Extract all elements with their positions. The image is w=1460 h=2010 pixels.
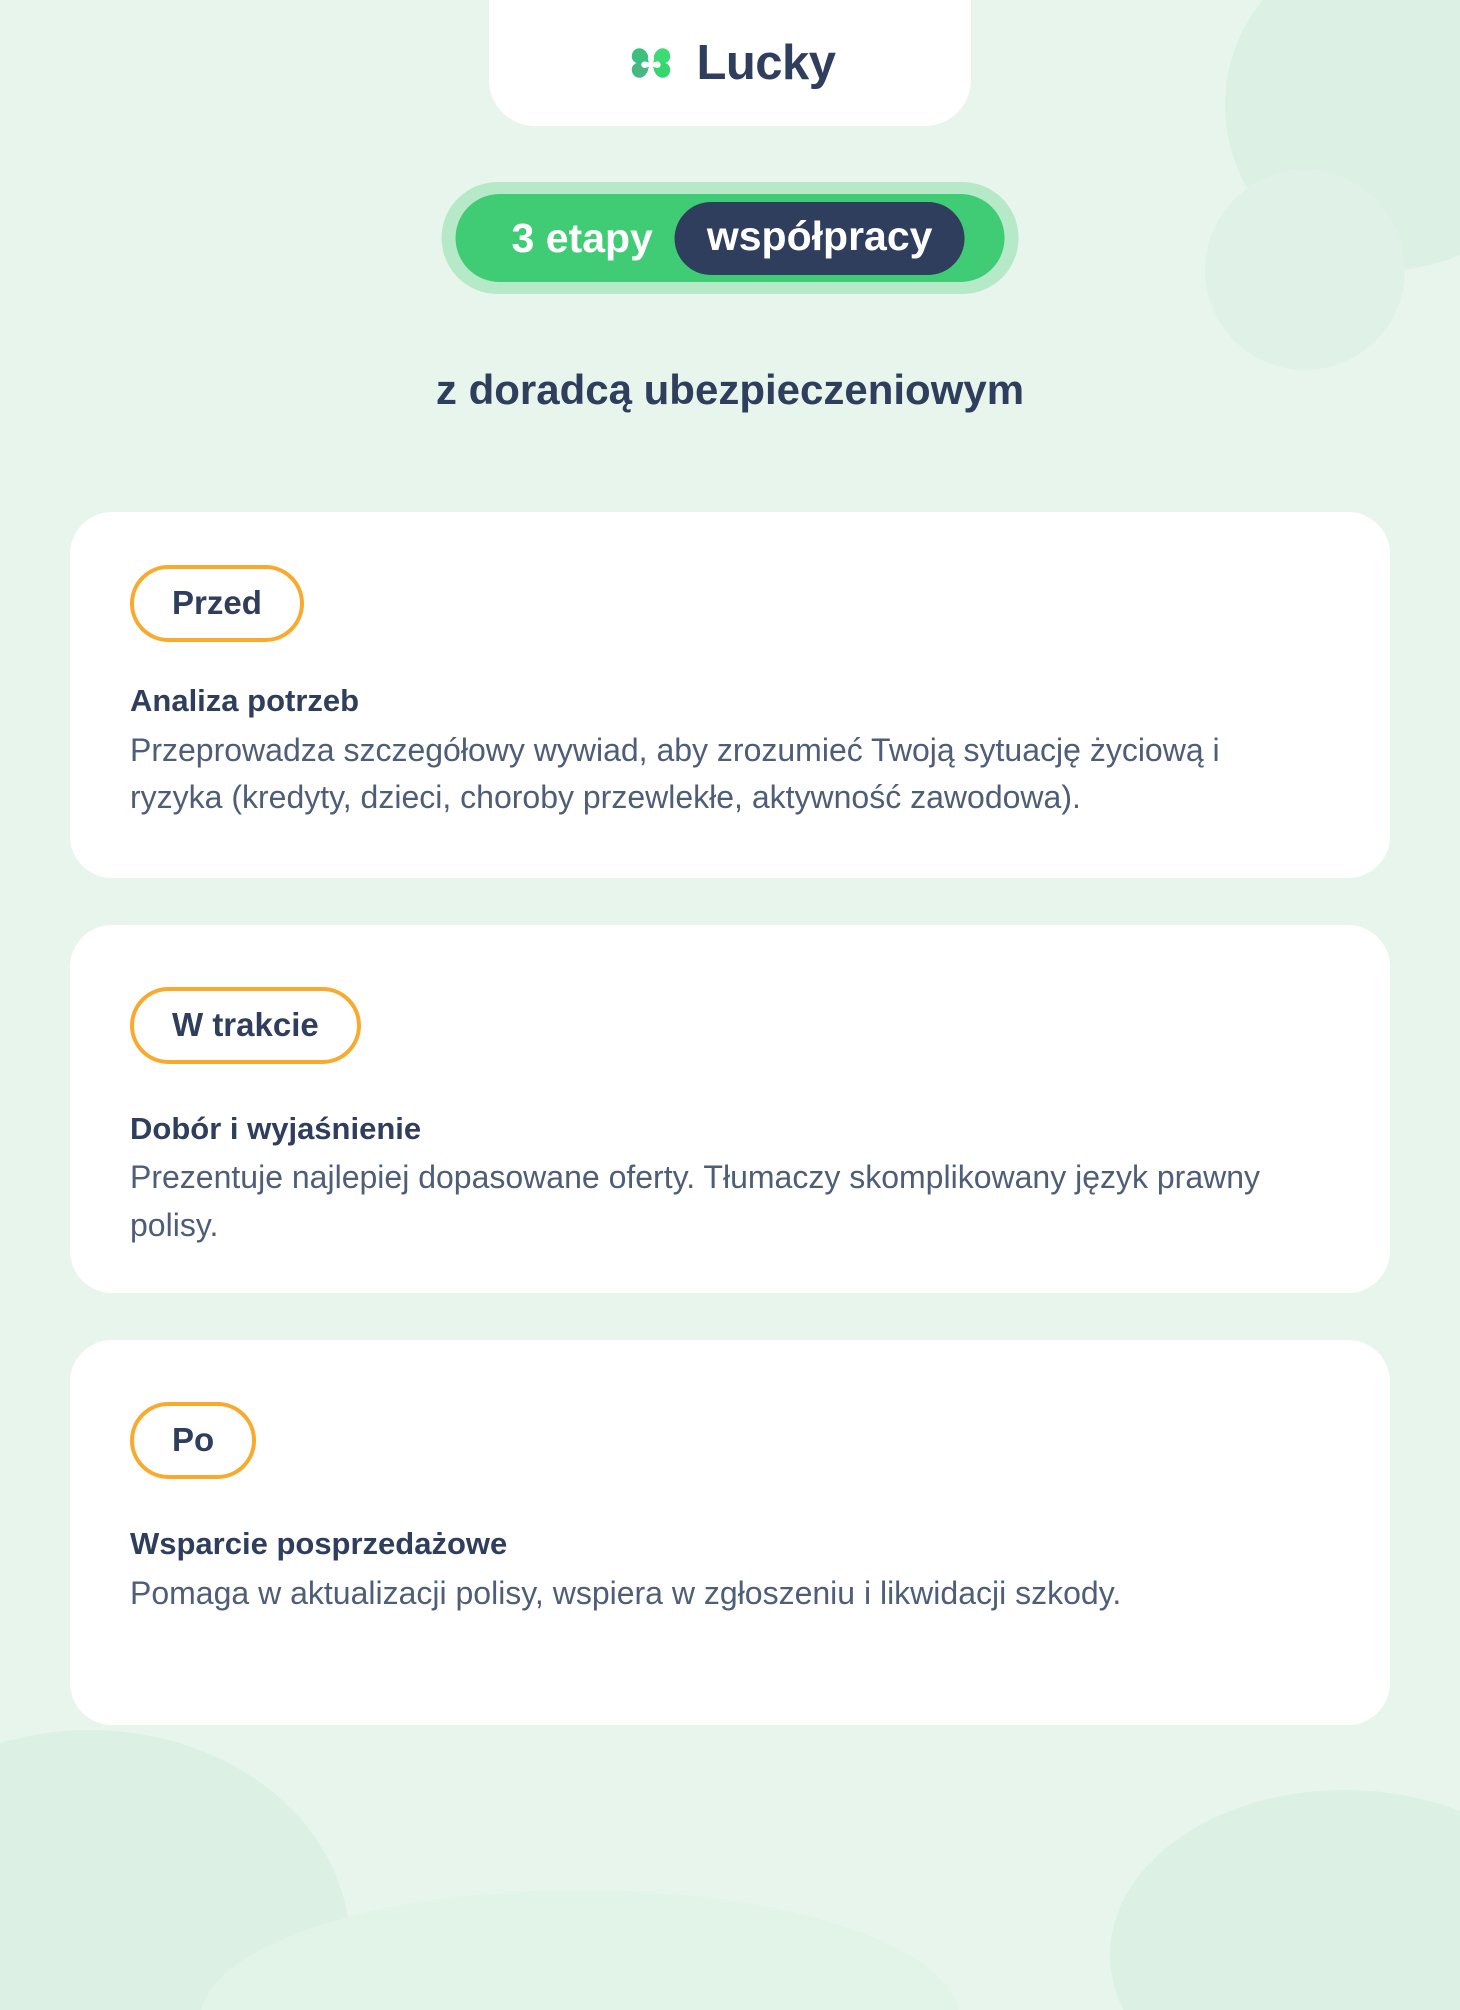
headline-pill-wrapper [442,182,1019,294]
stage-card [70,925,1390,1294]
stage-title: Analiza potrzeb [130,683,360,718]
page-subtitle: z doradcą ubezpieczeniowym [435,366,1025,413]
stage-description: Przeprowadza szczegółowy wywiad, aby zrozumieć Twoją sytuację życiową i ryzyka (kredyty, dzieci, choroby przewlekłe, aktywność zawodowa). [130,731,1220,816]
headline-pill-text: 3 etapy [511,214,653,261]
stage-title: Dobór i wyjaśnienie [130,1110,422,1146]
brand-header [489,0,971,126]
stage-title: Wsparcie posprzedażowe [130,1526,508,1562]
stage-badge: W trakcie [130,987,361,1064]
stage-badge: Przed [130,565,304,642]
stage-badge: Po [130,1402,256,1479]
stage-description: Prezentuje najlepiej dopasowane oferty. Tłumaczy skomplikowany język prawny polisy. [130,1159,1261,1243]
brand-wordmark: Lucky [696,35,836,90]
headline-pill [456,194,1005,282]
stage-card-list [70,512,1390,1725]
stage-card [70,512,1390,878]
four-leaf-clover-icon [624,36,678,90]
headline-pill-chip: współpracy [675,202,965,275]
headline-pill-glow [442,182,1019,294]
stage-card [70,1340,1390,1725]
stage-description: Pomaga w aktualizacji polisy, wspiera w zgłoszeniu i likwidacji szkody. [130,1574,1122,1611]
